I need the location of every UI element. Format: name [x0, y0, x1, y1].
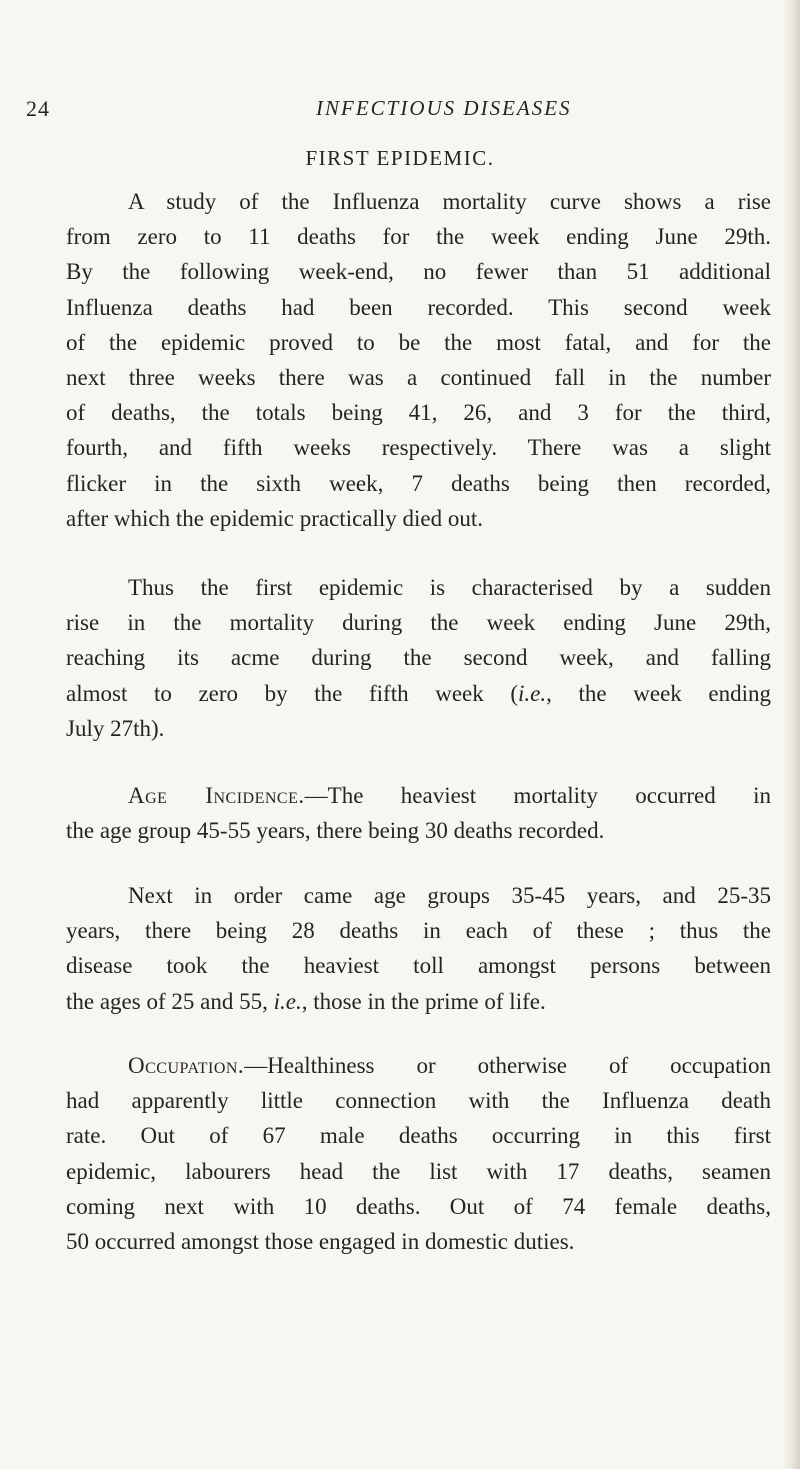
paragraph-age-incidence — [66, 778, 771, 848]
paragraph-occupation — [66, 1048, 771, 1259]
text-line: Thus the first epidemic is characterised by a sudden — [128, 575, 771, 600]
text-segment: —The heaviest mortality occurred in — [304, 783, 771, 808]
text-line: next three weeks there was a continued fall in the number — [66, 365, 771, 391]
page-edge-shadow — [782, 0, 800, 1469]
text-line: epidemic, labourers head the list with 17 deaths, seamen — [66, 1158, 771, 1184]
text-line — [66, 778, 771, 813]
text-line: of the epidemic proved to be the most fatal, and for the — [66, 329, 771, 355]
text-segment: the ages of 25 and 55, — [66, 988, 274, 1014]
paragraph-epidemic-summary — [66, 570, 771, 746]
text-line: the age group 45-55 years, there being 30 deaths recorded. — [66, 818, 605, 844]
text-line — [66, 1048, 771, 1083]
text-line: from zero to 11 deaths for the week ending June 29th. — [66, 224, 771, 250]
text-line: Next in order came age groups 35-45 years, and 25-35 — [128, 883, 771, 908]
running-title: INFECTIOUS DISEASES — [316, 96, 572, 120]
text-line — [66, 676, 771, 711]
text-line: By the following week-end, no fewer than 51 additional — [66, 259, 771, 285]
running-head — [26, 96, 770, 128]
run-in-heading-occupation: Occupation. — [128, 1053, 245, 1078]
italic-abbreviation: i.e. — [273, 988, 302, 1014]
text-line: disease took the heaviest toll amongst persons between — [66, 953, 771, 979]
text-line: after which the epidemic practically died out. — [66, 505, 484, 531]
text-line: had apparently little connection with the Influenza death — [66, 1088, 771, 1114]
text-line: of deaths, the totals being 41, 26, and 3 for the third, — [66, 400, 771, 426]
text-line: A study of the Influenza mortality curve shows a rise — [128, 189, 771, 214]
text-line: reaching its acme during the second week, and falling — [66, 645, 771, 671]
text-segment: —Healthiness or otherwise of occupation — [244, 1053, 771, 1078]
page-number: 24 — [26, 96, 50, 121]
text-line — [66, 984, 771, 1019]
text-segment: almost to zero by the fifth week ( — [66, 680, 519, 706]
section-title: FIRST EPIDEMIC. — [305, 146, 495, 170]
text-segment: , those in the prime of life. — [301, 988, 546, 1014]
text-line: coming next with 10 deaths. Out of 74 female deaths, — [66, 1193, 771, 1219]
italic-abbreviation: i.e. — [518, 680, 547, 706]
text-line: Influenza deaths had been recorded. This second week — [66, 294, 771, 320]
run-in-heading-age-incidence: Age Incidence. — [128, 783, 305, 808]
text-line: fourth, and fifth weeks respectively. There was a slight — [66, 435, 771, 461]
text-line: July 27th). — [66, 715, 165, 741]
text-line: years, there being 28 deaths in each of these ; thus the — [66, 918, 771, 944]
text-line: rate. Out of 67 male deaths occurring in this first — [66, 1123, 771, 1149]
paragraph-age-groups — [66, 878, 771, 1019]
text-line: rise in the mortality during the week ending June 29th, — [66, 610, 771, 636]
text-line: flicker in the sixth week, 7 deaths being then recorded, — [66, 470, 771, 496]
text-segment: , the week ending — [546, 680, 771, 706]
paragraph-first-epidemic-curve — [66, 184, 771, 536]
text-line: 50 occurred amongst those engaged in domestic duties. — [66, 1229, 575, 1255]
